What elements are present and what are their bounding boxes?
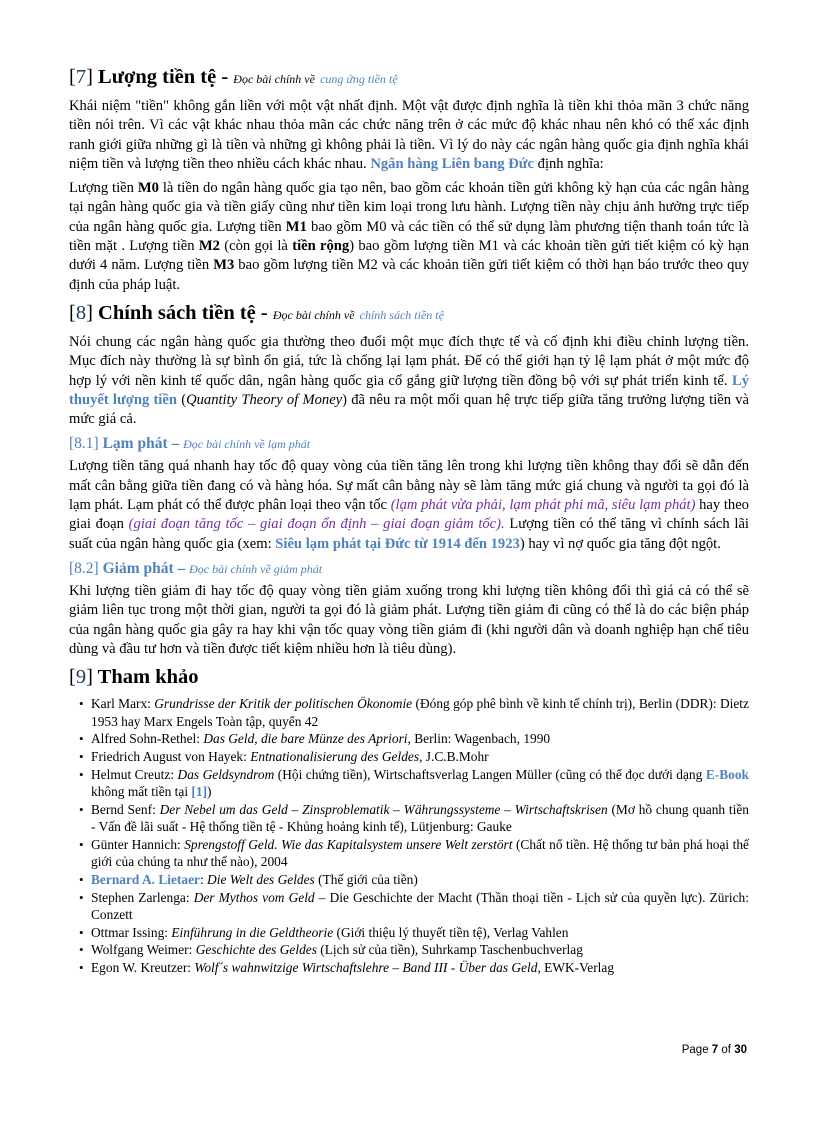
section-8-1-title: Lạm phát – (102, 435, 180, 453)
section-8-1-paragraph: Lượng tiền tăng quá nhanh hay tốc độ quay vòng của tiền tăng lên trong khi lượng tiền không thay đổi sẽ dẫn đến mất cân bằng giữa tiền đang có và hàng hóa. Sự mất cân bằng này sẽ làm tăng mức giá chung và người ta gọi đó là lạm phát. Lạm phát có thể được phân loại theo vận tốc (lạm phát vừa phải, lạm phát phi mã, siêu lạm phát) hay theo giai đoạn (giai đoạn tăng tốc – giai đoạn ổn định – giai đoạn giảm tốc). Lượng tiền có thể tăng vì chính sách lãi suất của ngân hàng quốc gia (xem: Siêu lạm phát tại Đức từ 1914 đến 1923) hay vì nợ quốc gia tăng đột ngột. (69, 458, 749, 552)
section-7-title: Lượng tiền tệ - (98, 66, 229, 88)
section-8-heading: [8] Chính sách tiền tệ - Đọc bài chính về chính sách tiền tệ (69, 301, 444, 324)
page-footer: Page 7 of 30 (681, 1044, 747, 1056)
section-8-2-note-link[interactable]: Đọc bài chính về giảm phát (189, 561, 323, 576)
page-total: 30 (734, 1044, 747, 1056)
section-8-paragraph: Nói chung các ngân hàng quốc gia thường theo đuổi một mục đích thực tế và cố định khi điều chỉnh lượng tiền. Mục đích này thường là sự bình ổn giá, tức là chống lại lạm phát. Để có thể giới hạn tỷ lệ lạm phát ở một mức độ hợp lý với nền kinh tế quốc dân, ngân hàng quốc gia cố gắng giữ lượng tiền đồng bộ với sự phát triển kinh tế. Lý thuyết lượng tiền (Quantity Theory of Money) đã nêu ra một mối quan hệ trực tiếp giữa tăng trưởng lượng tiền và mức giá cả. (69, 333, 750, 428)
section-8-2-heading (69, 559, 749, 579)
section-8-2-title: Giảm phát – (102, 559, 186, 577)
reference-item: • Karl Marx: Grundrisse der Kritik der politischen Ökonomie (Đóng góp phê bình về kinh tế chính trị), Berlin (DDR): Dietz 1953 hay Marx Engels Toàn tập, quyển 42 (91, 695, 749, 730)
reference-item: • Helmut Creutz: Das Geldsyndrom (Hội chứng tiền), Wirtschaftsverlag Langen Müller (cũng có thể đọc dưới dạng E-Book không mất tiền tại [1]) (91, 766, 749, 801)
quantity-theory-link[interactable]: Lý thuyết lượng tiền (69, 372, 750, 408)
ref-1-link[interactable]: [1] (191, 784, 208, 800)
ebook-link[interactable]: E-Book (705, 766, 749, 782)
reference-item: • Stephen Zarlenga: Der Mythos vom Geld – Die Geschichte der Macht (Thần thoại tiền - Lịch sử của quyền lực). Zürich: Conzett (91, 889, 749, 924)
section-8-1-heading (69, 434, 749, 454)
section-8-number: 8 (75, 301, 87, 324)
reference-item: • Bernard A. Lietaer: Die Welt des Geldes (Thế giới của tiền) (91, 871, 749, 889)
section-7-note-link[interactable]: cung ứng tiền tệ (320, 72, 398, 86)
section-7-paragraph-1: Khái niệm "tiền" không gắn liền với một vật nhất định. Một vật được định nghĩa là tiền khi thỏa mãn 3 chức năng tiền nói trên. Vì các vật khác nhau thỏa mãn các chức năng trên ở các mức độ khác nhau nên khó có thể xác định ranh giới giữa những gì là tiền và những gì không phải là tiền. Vì lý do này các ngân hàng quốc gia định nghĩa khái niệm tiền và lượng tiền theo nhiều cách khác nhau. Ngân hàng Liên bang Đức định nghĩa: (69, 98, 749, 172)
bundesbank-link[interactable]: Ngân hàng Liên bang Đức (370, 155, 534, 172)
reference-item: • Ottmar Issing: Einführung in die Geldtheorie (Giới thiệu lý thuyết tiền tệ), Verlag Vahlen (91, 924, 749, 942)
section-7-paragraph-2: Lượng tiền M0 là tiền do ngân hàng quốc gia tạo nên, bao gồm các khoản tiền gửi không kỳ hạn của các ngân hàng tại ngân hàng quốc gia và tiền giấy cũng như tiền kim loại trong lưu hành. Lượng tiền này chịu ảnh hưởng trực tiếp của ngân hàng quốc gia. Lượng tiền M1 bao gồm M0 và các tiền có thể sử dụng làm phương tiện thanh toán tức là tiền mặt . Lượng tiền M2 (còn gọi là tiền rộng) bao gồm lượng tiền M1 và các khoản tiền gửi tiết kiệm có kỳ hạn dưới 4 năm. Lượng tiền M3 bao gồm lượng tiền M2 và các khoản tiền gửi tiết kiệm có thời hạn báo trước theo quy định của pháp luật. (69, 180, 750, 293)
section-8-2-number: [8.2] (69, 559, 99, 577)
section-8-note-link[interactable]: chính sách tiền tệ (359, 307, 444, 322)
reference-item: • Wolfgang Weimer: Geschichte des Geldes (Lịch sử của tiền), Suhrkamp Taschenbuchverlag (91, 941, 749, 959)
section-9-title: Tham khảo (97, 666, 199, 689)
section-7-number: 7 (75, 66, 87, 88)
section-9-number: 9 (75, 666, 87, 689)
section-8-title: Chính sách tiền tệ - (98, 301, 268, 324)
reference-item: • Bernd Senf: Der Nebel um das Geld – Zinsproblematik – Währungssysteme – Wirtschaftskrisen (Mơ hồ chung quanh tiền - Vấn đề lãi suất - Hệ thống tiền tệ - Khủng hoảng kinh tế), Lütjenburg: Gauke (91, 801, 749, 836)
section-8-2-paragraph: Khi lượng tiền giảm đi hay tốc độ quay vòng tiền giảm xuống trong khi lượng tiền không đổi thì giá cả có thể sẽ giảm liên tục trong một thời gian, người ta gọi đó là giảm phát. Lượng tiền giảm đi cũng có thể là do các biện pháp của ngân hàng quốc gia gây ra hay khi vận tốc quay vòng tiền giảm đi (khi người dân và doanh nghiệp hạn chế tiêu dùng và đầu tư hơn và tiền được tiết kiệm nhiều hơn là tiêu dùng). (69, 582, 749, 657)
reference-item: • Friedrich August von Hayek: Entnationalisierung des Geldes, J.C.B.Mohr (91, 748, 749, 766)
reference-item: • Egon W. Kreutzer: Wolf´s wahnwitzige Wirtschaftslehre – Band III - Über das Geld, EWK-Verlag (91, 959, 749, 977)
lietaer-link[interactable]: Bernard A. Lietaer (91, 872, 200, 888)
section-7-heading: [7] Lượng tiền tệ - Đọc bài chính về cung ứng tiền tệ (69, 66, 398, 88)
section-7-note: Đọc bài chính về (233, 72, 315, 86)
reference-item: • Alfred Sohn-Rethel: Das Geld, die bare Münze des Apriori, Berlin: Wagenbach, 1990 (91, 730, 749, 748)
section-9-heading: [9] Tham khảo (69, 666, 199, 689)
section-8-1-note-link[interactable]: Đọc bài chính về lạm phát (183, 437, 311, 452)
page-number: 7 (711, 1044, 719, 1056)
hyperinflation-link[interactable]: Siêu lạm phát tại Đức từ 1914 đến 1923 (275, 535, 520, 552)
section-8-note: Đọc bài chính về (272, 307, 355, 322)
document-page (69, 64, 749, 977)
section-8-1-number: [8.1] (69, 435, 99, 453)
reference-item: • Günter Hannich: Sprengstoff Geld. Wie das Kapitalsystem unsere Welt zerstört (Chất nổ tiền. Hệ thống tư bản phá hoại thế giới của chúng ta như thế nào), 2004 (91, 836, 749, 871)
reference-list (69, 695, 749, 977)
